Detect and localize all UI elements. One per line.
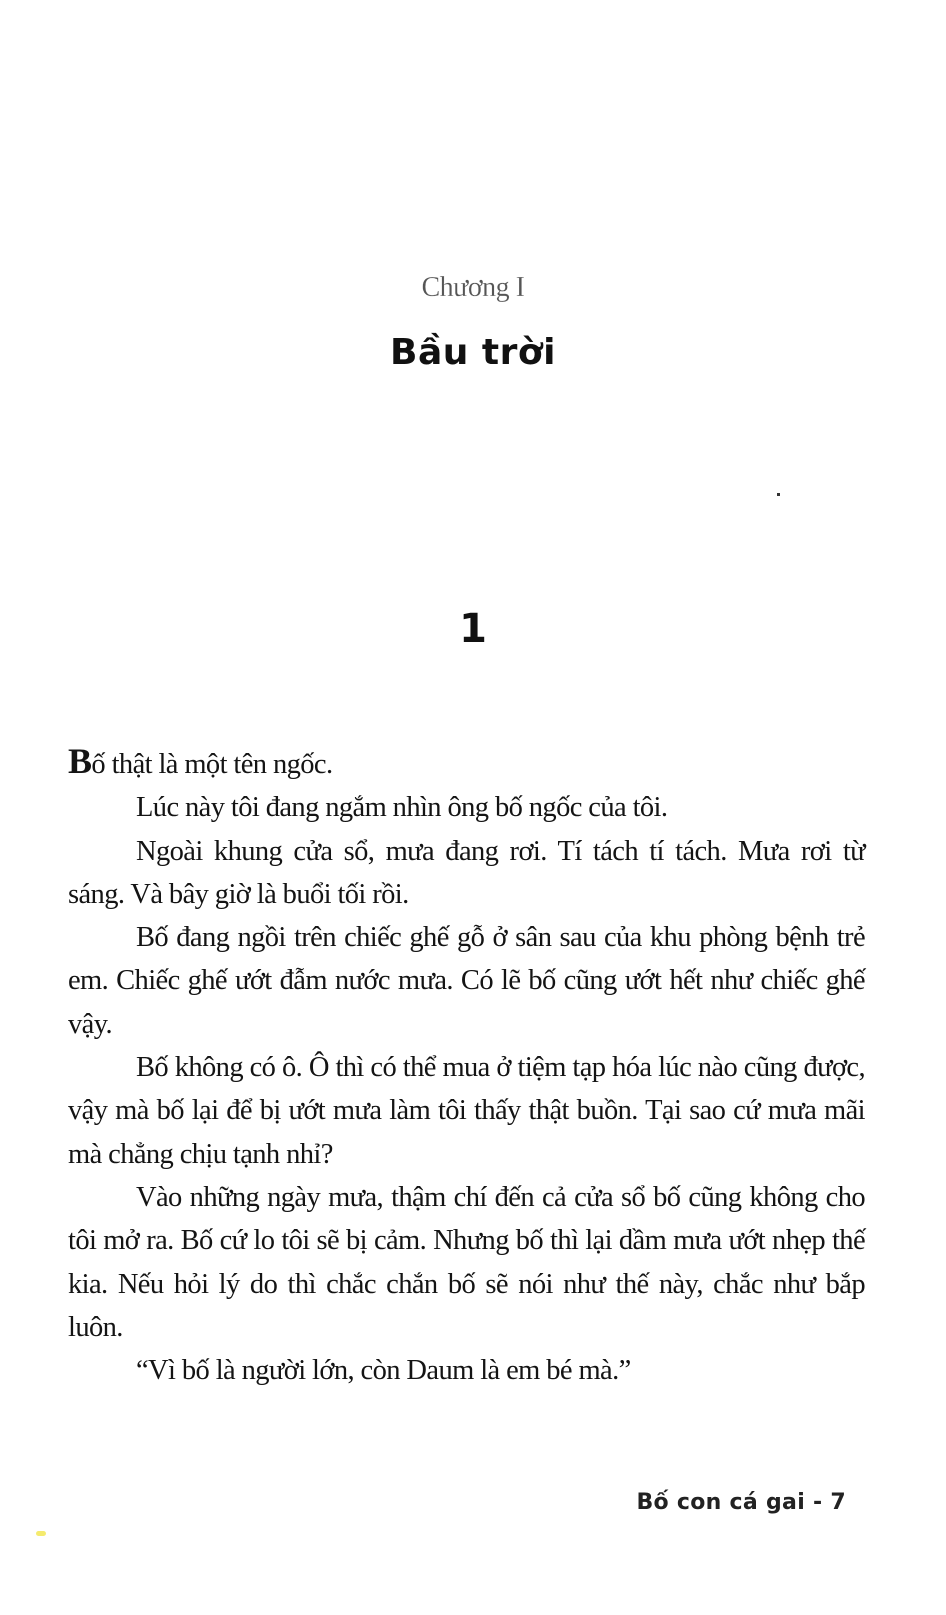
paragraph-4: Bố đang ngồi trên chiếc ghế gỗ ở sân sau của khu phòng bệnh trẻ em. Chiếc ghế ướt đẫm nước mưa. Có lẽ bố cũng ướt hết như chiếc ghế vậy. xyxy=(68,922,865,1040)
paragraph-text: ố thật là một tên ngốc. xyxy=(91,749,333,780)
scan-speck xyxy=(777,493,780,496)
body-text xyxy=(68,740,865,1392)
chapter-title: Bầu trời xyxy=(390,332,556,373)
drop-cap: B xyxy=(68,741,92,781)
paragraph-3: Ngoài khung cửa sổ, mưa đang rơi. Tí tách tí tách. Mưa rơi từ sáng. Và bây giờ là buổi tối rồi. xyxy=(68,835,865,910)
paragraph-7: “Vì bố là người lớn, còn Daum là em bé mà.” xyxy=(136,1355,631,1387)
chapter-label: Chương I xyxy=(421,272,525,303)
scan-mark xyxy=(36,1531,46,1536)
paragraph-6: Vào những ngày mưa, thậm chí đến cả cửa sổ bố cũng không cho tôi mở ra. Bố cứ lo tôi sẽ bị cảm. Nhưng bố thì lại dầm mưa ướt nhẹp thế kia. Nếu hỏi lý do thì chắc chắn bố sẽ nói như thế này, chắc như bắp luôn. xyxy=(68,1181,865,1343)
paragraph-5: Bố không có ô. Ô thì có thể mua ở tiệm tạp hóa lúc nào cũng được, vậy mà bố lại để bị ướt mưa làm tôi thấy thật buồn. Tại sao cứ mưa mãi mà chẳng chịu tạnh nhỉ? xyxy=(68,1052,865,1170)
paragraph-1 xyxy=(68,740,865,786)
page-footer: Bố con cá gai - 7 xyxy=(636,1490,846,1515)
section-number: 1 xyxy=(459,606,487,652)
paragraph-2: Lúc này tôi đang ngắm nhìn ông bố ngốc của tôi. xyxy=(136,792,668,824)
